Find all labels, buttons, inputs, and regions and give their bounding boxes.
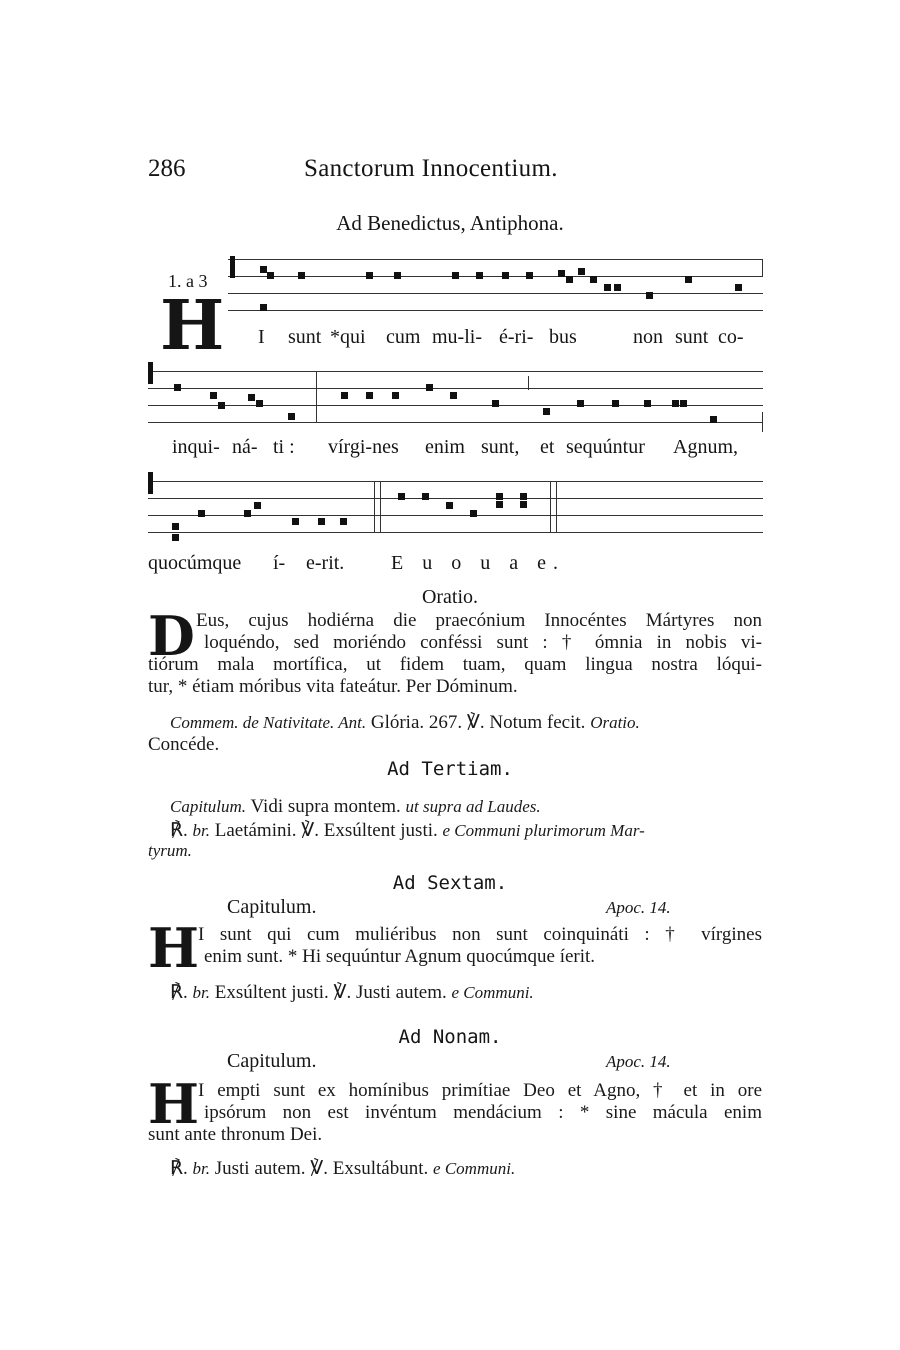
- syllable: cum: [386, 326, 421, 348]
- syllable: Agnum,: [673, 436, 738, 458]
- syllable: sunt: [675, 326, 709, 348]
- chant-staff-1: [228, 256, 763, 318]
- syllable: enim: [425, 436, 465, 458]
- capitulum-text: Vidi supra montem.: [250, 796, 401, 817]
- commem-italic: Commem. de Nativitate. Ant.: [170, 713, 367, 732]
- nona-initial: H: [148, 1072, 200, 1136]
- euouae: E u o u a e.: [391, 552, 565, 574]
- nona-line: ipsórum non est invéntum mendácium : * sine mácula enim: [204, 1102, 762, 1123]
- oratio-line: loquéndo, sed moriéndo conféssi sunt : † ómnia in nobis vi-: [204, 632, 762, 653]
- syllable: é-ri-: [499, 326, 534, 348]
- do-clef-icon: [230, 256, 235, 278]
- do-clef-icon: [148, 472, 153, 494]
- tertia-block: [148, 796, 762, 860]
- syllable: í-: [273, 552, 286, 574]
- commemoration: [148, 712, 762, 756]
- sexta-response: [170, 982, 534, 1004]
- syllable: inqui-: [172, 436, 220, 458]
- mode-indicator: 1. a 3: [168, 271, 208, 291]
- nona-response: [170, 1158, 515, 1180]
- response-symbol: ℟.: [170, 982, 188, 1003]
- sexta-line: I sunt qui cum muliéribus non sunt coinquináti : † vírgines: [198, 924, 762, 945]
- commem-oratio: Oratio.: [590, 713, 640, 732]
- capitulum-reference: ut supra ad Laudes.: [405, 797, 541, 816]
- syllable: ná-: [232, 436, 258, 458]
- chant-staff-3: [148, 478, 763, 540]
- commem-text: Glória. 267. ℣. Notum fecit.: [370, 712, 586, 733]
- oratio-initial: D: [148, 604, 195, 668]
- syllable: non: [633, 326, 663, 348]
- nona-reference: Apoc. 14.: [606, 1052, 671, 1071]
- oratio-line: tiórum mala mortífica, ut fidem tuam, quam lingua nostra lóqui-: [148, 654, 762, 675]
- nona-text: [148, 1072, 762, 1146]
- syllable: *qui: [330, 326, 366, 348]
- sexta-reference: Apoc. 14.: [606, 898, 671, 917]
- response-br: br.: [192, 1159, 210, 1178]
- sexta-initial: H: [148, 916, 200, 980]
- oratio-text: [148, 604, 762, 698]
- nona-line: I empti sunt ex homínibus primítiae Deo et Agno, † et in ore: [198, 1080, 762, 1101]
- do-clef-icon: [148, 362, 153, 384]
- response-source: e Communi.: [433, 1159, 516, 1178]
- syllable: co-: [718, 326, 744, 348]
- response-source: e Communi.: [451, 983, 534, 1002]
- response-source: e Communi plurimorum Mar-: [442, 821, 645, 840]
- nona-line: sunt ante thronum Dei.: [148, 1124, 323, 1145]
- response-text: Laetámini. ℣. Exsúltent justi.: [214, 820, 438, 841]
- sexta-text: [148, 924, 762, 968]
- syllable: ti :: [273, 436, 295, 458]
- syllable: sunt,: [481, 436, 520, 458]
- syllable: bus: [549, 326, 577, 348]
- syllable: et: [540, 436, 555, 458]
- syllable: sequúntur: [566, 436, 645, 458]
- syllable: vírgi-nes: [328, 436, 399, 458]
- sexta-heading: Ad Sextam.: [392, 872, 508, 894]
- running-title: Sanctorum Innocentium.: [304, 155, 558, 182]
- response-text: Exsúltent justi. ℣. Justi autem.: [214, 982, 447, 1003]
- response-source-cont: tyrum.: [148, 841, 192, 860]
- tertia-heading: Ad Tertiam.: [387, 758, 513, 780]
- oratio-line: tur, * étiam móribus vita fateátur. Per Dóminum.: [148, 676, 518, 697]
- syllable: quocúmque: [148, 552, 242, 574]
- sexta-line: enim sunt. * Hi sequúntur Agnum quocúmque íerit.: [204, 946, 596, 967]
- antiphon-title: Ad Benedictus, Antiphona.: [336, 211, 564, 235]
- oratio-line: Eus, cujus hodiérna die praecónium Innocéntes Mártyres non: [196, 610, 762, 631]
- response-br: br.: [192, 821, 210, 840]
- response-symbol: ℟.: [170, 1158, 188, 1179]
- chant-staff-2: [148, 368, 763, 430]
- response-symbol: ℟.: [170, 820, 188, 841]
- oratio-heading: Oratio.: [421, 586, 479, 608]
- response-text: Justi autem. ℣. Exsultábunt.: [214, 1158, 429, 1179]
- nona-capitulum-label: Capitulum.: [227, 1050, 317, 1072]
- commem-concede: Concéde.: [148, 734, 220, 755]
- syllable: e-rit.: [306, 552, 345, 574]
- syllable: sunt: [288, 326, 322, 348]
- nona-heading: Ad Nonam.: [398, 1026, 502, 1048]
- page-number: 286: [148, 155, 186, 182]
- sexta-capitulum-label: Capitulum.: [227, 896, 317, 918]
- syllable: I: [258, 326, 265, 348]
- capitulum-label: Capitulum.: [170, 797, 247, 816]
- syllable: mu-li-: [432, 326, 482, 348]
- response-br: br.: [192, 983, 210, 1002]
- antiphon-initial: H: [160, 286, 225, 366]
